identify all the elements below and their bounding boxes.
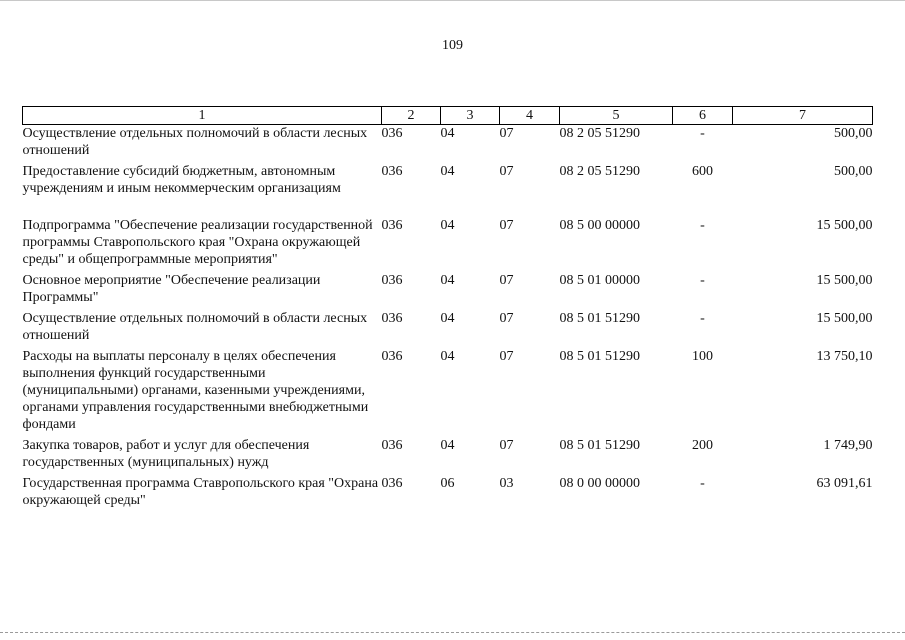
budget-table: [22, 106, 873, 513]
code-section: 04: [440, 218, 455, 233]
row-name: Предоставление субсидий бюджетным, автономным учреждениям и иным некоммерческим организациям: [22, 164, 341, 196]
table-row: [23, 217, 873, 272]
amount: 500,00: [834, 126, 873, 141]
code-section: 04: [440, 311, 455, 326]
code-subsection: 07: [499, 311, 514, 326]
table-row: [23, 437, 873, 475]
code-ministry: 036: [381, 438, 403, 453]
row-name: Подпрограмма "Обеспечение реализации государственной программы Ставропольского края "Охрана окружающей среды" и общепрограммные мероприятия": [22, 218, 373, 267]
code-subsection: 07: [499, 218, 514, 233]
code-expense-type: -: [700, 273, 705, 288]
column-header-5: 5: [560, 107, 673, 125]
code-expense-type: -: [700, 311, 705, 326]
code-ministry: 036: [381, 349, 403, 364]
code-target: 08 5 00 00000: [559, 218, 640, 233]
code-subsection: 07: [499, 349, 514, 364]
code-section: 04: [440, 438, 455, 453]
row-spacer: [23, 201, 873, 217]
column-header-3: 3: [441, 107, 500, 125]
column-header-7: 7: [733, 107, 873, 125]
amount: 63 091,61: [816, 476, 873, 491]
code-section: 04: [440, 126, 455, 141]
code-subsection: 07: [499, 164, 514, 179]
code-expense-type: -: [700, 218, 705, 233]
column-header-2: 2: [382, 107, 441, 125]
page-bottom-edge: [0, 632, 905, 634]
code-ministry: 036: [381, 476, 403, 491]
table-row: [23, 475, 873, 513]
code-section: 06: [440, 476, 455, 491]
table-row: [23, 272, 873, 310]
code-ministry: 036: [381, 311, 403, 326]
code-target: 08 2 05 51290: [559, 126, 640, 141]
amount: 13 750,10: [816, 349, 873, 364]
row-name: Основное мероприятие "Обеспечение реализации Программы": [22, 273, 321, 305]
table-row: [23, 163, 873, 201]
amount: 15 500,00: [816, 273, 873, 288]
table-row: [23, 348, 873, 437]
row-name: Осуществление отдельных полномочий в области лесных отношений: [22, 311, 368, 343]
code-ministry: 036: [381, 126, 403, 141]
page-top-edge: [0, 0, 905, 1]
amount: 15 500,00: [816, 218, 873, 233]
code-subsection: 03: [499, 476, 514, 491]
column-header-1: 1: [23, 107, 382, 125]
row-name: Государственная программа Ставропольского края "Охрана окружающей среды": [22, 476, 379, 508]
code-target: 08 5 01 51290: [559, 349, 640, 364]
code-expense-type: -: [700, 126, 705, 141]
column-header-4: 4: [500, 107, 560, 125]
code-target: 08 5 01 51290: [559, 311, 640, 326]
code-ministry: 036: [381, 218, 403, 233]
code-section: 04: [440, 164, 455, 179]
code-ministry: 036: [381, 164, 403, 179]
amount: 15 500,00: [816, 311, 873, 326]
code-section: 04: [440, 349, 455, 364]
code-subsection: 07: [499, 126, 514, 141]
amount: 1 749,90: [823, 438, 873, 453]
code-subsection: 07: [499, 438, 514, 453]
code-target: 08 2 05 51290: [559, 164, 640, 179]
code-subsection: 07: [499, 273, 514, 288]
header-row: [23, 107, 873, 125]
code-section: 04: [440, 273, 455, 288]
row-name: Закупка товаров, работ и услуг для обеспечения государственных (муниципальных) нужд: [22, 438, 310, 470]
code-ministry: 036: [381, 273, 403, 288]
amount: 500,00: [834, 164, 873, 179]
code-expense-type: 100: [692, 349, 713, 364]
code-expense-type: 600: [692, 164, 713, 179]
row-name: Осуществление отдельных полномочий в области лесных отношений: [22, 126, 368, 158]
page-number: 109: [442, 38, 463, 53]
code-target: 08 5 01 00000: [559, 273, 640, 288]
code-target: 08 5 01 51290: [559, 438, 640, 453]
column-header-6: 6: [673, 107, 733, 125]
code-expense-type: -: [700, 476, 705, 491]
table-row: [23, 310, 873, 348]
code-expense-type: 200: [692, 438, 713, 453]
code-target: 08 0 00 00000: [559, 476, 640, 491]
table-row: [23, 125, 873, 164]
row-name: Расходы на выплаты персоналу в целях обеспечения выполнения функций государственными (муниципальными) органами, казенными учреждениями, органами управления государственными внебюджетными фондами: [22, 349, 369, 432]
